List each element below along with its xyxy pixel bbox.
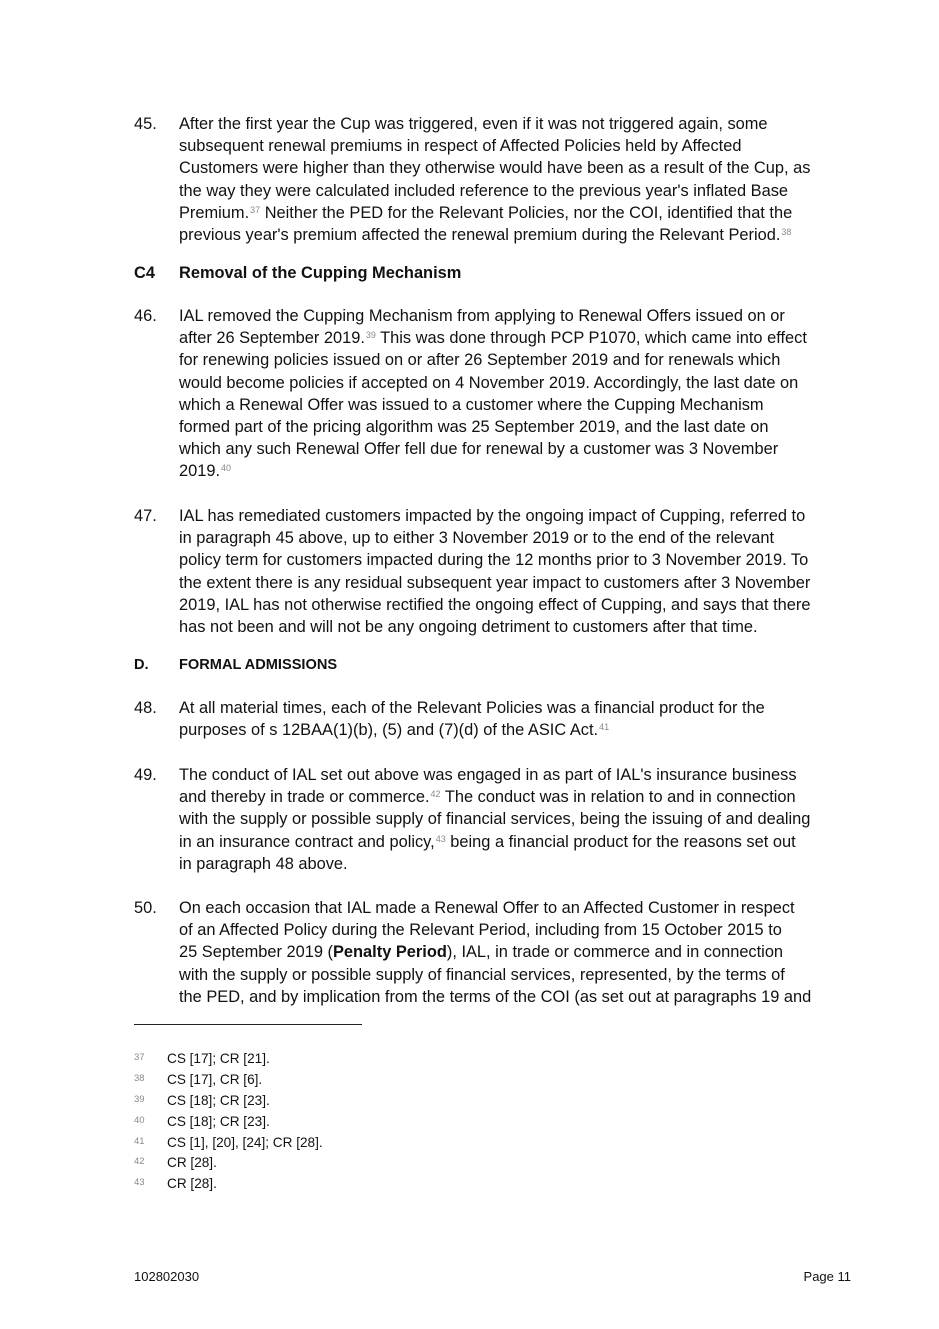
text-line: of an Affected Policy during the Relevant Period, including from 15 October 2015 to xyxy=(179,921,782,940)
text-line: Customers were higher than they otherwise would have been as a result of the Cup, as xyxy=(179,159,811,178)
text-run: previous year's premium affected the renewal premium during the Relevant Period. xyxy=(179,226,781,245)
heading-number: C4 xyxy=(134,264,155,282)
text-run: The conduct was in relation to and in connection xyxy=(440,788,796,807)
footnote-item xyxy=(134,1090,323,1111)
text-line: which any such Renewal Offer fell due for renewal by a customer was 3 November xyxy=(179,440,779,459)
paragraph-50 xyxy=(134,897,854,1008)
text-line: in paragraph 48 above. xyxy=(179,854,348,873)
heading-title: Removal of the Cupping Mechanism xyxy=(179,264,462,282)
paragraph-number: 45. xyxy=(134,115,157,133)
text-line xyxy=(179,941,854,963)
text-line: formed part of the pricing algorithm was 25 September 2019, and the last date on xyxy=(179,418,769,437)
text-line: for renewing policies issued on or after 26 September 2019 and for renewals which xyxy=(179,351,781,370)
footnote-text: CS [17], CR [6]. xyxy=(167,1071,263,1087)
footnote-ref-41[interactable]: 41 xyxy=(599,722,610,733)
text-line: would become policies if accepted on 4 November 2019. Accordingly, the last date on xyxy=(179,373,799,392)
text-line: IAL has remediated customers impacted by the ongoing impact of Cupping, referred to xyxy=(179,507,806,525)
footnote-item xyxy=(134,1132,323,1153)
paragraph-46 xyxy=(134,305,854,483)
footnote-ref-39[interactable]: 39 xyxy=(365,330,376,341)
paragraph-body xyxy=(179,897,854,1008)
footnote-number: 43 xyxy=(134,1177,145,1189)
text-line: After the first year the Cup was triggered, even if it was not triggered again, some xyxy=(179,115,768,133)
footnote-number: 37 xyxy=(134,1052,145,1063)
text-run: in an insurance contract and policy, xyxy=(179,832,435,851)
text-run: being a financial product for the reasons set out xyxy=(445,832,796,851)
footnote-text: CR [28]. xyxy=(167,1176,217,1192)
text-run: Neither the PED for the Relevant Policies, nor the COI, identified that the xyxy=(260,203,793,222)
text-line xyxy=(179,202,854,224)
footnote-item xyxy=(134,1111,323,1132)
footnote-item xyxy=(134,1069,323,1090)
text-line: IAL removed the Cupping Mechanism from applying to Renewal Offers issued on or xyxy=(179,307,785,325)
footnote-text: CS [1], [20], [24]; CR [28]. xyxy=(167,1134,323,1150)
defined-term: Penalty Period xyxy=(333,943,447,962)
footnote-text: CS [17]; CR [21]. xyxy=(167,1051,270,1066)
paragraph-48 xyxy=(134,697,854,741)
footnote-item xyxy=(134,1152,323,1173)
footnote-ref-38[interactable]: 38 xyxy=(781,227,792,238)
footnote-text: CR [28]. xyxy=(167,1155,217,1171)
text-line xyxy=(179,460,854,482)
text-line: At all material times, each of the Relevant Policies was a financial product for the xyxy=(179,699,765,717)
text-line: the extent there is any residual subsequent year impact to customers after 3 November xyxy=(179,573,811,592)
text-line: 2019, IAL has not otherwise rectified the ongoing effect of Cupping, and says that there xyxy=(179,595,811,614)
paragraph-body xyxy=(179,305,854,483)
paragraph-number: 48. xyxy=(134,699,157,717)
footnote-ref-42[interactable]: 42 xyxy=(430,789,441,800)
footnote-text: CS [18]; CR [23]. xyxy=(167,1092,270,1108)
heading-title: FORMAL ADMISSIONS xyxy=(179,657,338,673)
section-heading-c4 xyxy=(134,262,461,284)
footnote-item xyxy=(134,1048,323,1069)
text-line: the PED, and by implication from the terms of the COI (as set out at paragraphs 19 and xyxy=(179,987,812,1006)
text-line: with the supply or possible supply of financial services, being the issuing of and dealing xyxy=(179,810,811,829)
text-line xyxy=(179,786,854,808)
footnote-number: 42 xyxy=(134,1156,145,1168)
text-line: in paragraph 45 above, up to either 3 November 2019 or to the end of the relevant xyxy=(179,529,775,548)
footnote-ref-37[interactable]: 37 xyxy=(250,204,261,215)
paragraph-45 xyxy=(134,113,854,246)
footnote-number: 38 xyxy=(134,1072,145,1084)
footnotes xyxy=(134,1048,323,1194)
footnote-text: CS [18]; CR [23]. xyxy=(167,1113,270,1129)
paragraph-47 xyxy=(134,505,854,638)
paragraph-number: 46. xyxy=(134,307,157,325)
text-run: purposes of s 12BAA(1)(b), (5) and (7)(d) of the ASIC Act. xyxy=(179,721,599,740)
paragraph-body xyxy=(179,697,854,741)
footnote-item xyxy=(134,1173,323,1194)
text-line: with the supply or possible supply of financial services, represented, by the terms of xyxy=(179,965,785,984)
paragraph-49 xyxy=(134,764,854,875)
text-line: which a Renewal Offer was issued to a customer where the Cupping Mechanism xyxy=(179,395,764,414)
text-line: has not been and will not be any ongoing detriment to customers after that time. xyxy=(179,618,758,637)
text-line xyxy=(179,327,854,349)
footnote-number: 41 xyxy=(134,1135,145,1147)
text-line: On each occasion that IAL made a Renewal Offer to an Affected Customer in respect xyxy=(179,899,795,917)
text-line xyxy=(179,719,854,741)
footnote-number: 39 xyxy=(134,1093,145,1105)
section-heading-d xyxy=(134,654,337,676)
paragraph-number: 50. xyxy=(134,899,157,917)
paragraph-body xyxy=(179,764,854,875)
footnote-separator xyxy=(134,1024,362,1025)
text-run: after 26 September 2019. xyxy=(179,329,365,348)
paragraph-body xyxy=(179,505,854,638)
footnote-number: 40 xyxy=(134,1114,145,1126)
text-line xyxy=(179,831,854,853)
text-line: policy term for customers impacted during the 12 months prior to 3 November 2019. To xyxy=(179,551,809,570)
footnote-ref-40[interactable]: 40 xyxy=(221,463,232,474)
text-line: subsequent renewal premiums in respect of Affected Policies held by Affected xyxy=(179,137,742,156)
document-number: 102802030 xyxy=(134,1269,200,1284)
heading-number: D. xyxy=(134,657,149,673)
text-run: 2019. xyxy=(179,462,221,481)
text-run: 25 September 2019 ( xyxy=(179,943,333,962)
text-line: the way they were calculated included reference to the previous year's inflated Base xyxy=(179,181,789,200)
text-line xyxy=(179,224,854,246)
text-run: Premium. xyxy=(179,203,250,222)
footnote-ref-43[interactable]: 43 xyxy=(435,833,446,844)
text-run: ), IAL, in trade or commerce and in connection xyxy=(446,943,784,962)
paragraph-body xyxy=(179,113,854,246)
page-number: Page 11 xyxy=(803,1269,851,1284)
text-run: and thereby in trade or commerce. xyxy=(179,788,430,807)
paragraph-number: 47. xyxy=(134,507,157,525)
text-run: This was done through PCP P1070, which came into effect xyxy=(375,329,807,348)
paragraph-number: 49. xyxy=(134,766,157,784)
text-line: The conduct of IAL set out above was engaged in as part of IAL's insurance business xyxy=(179,766,797,784)
